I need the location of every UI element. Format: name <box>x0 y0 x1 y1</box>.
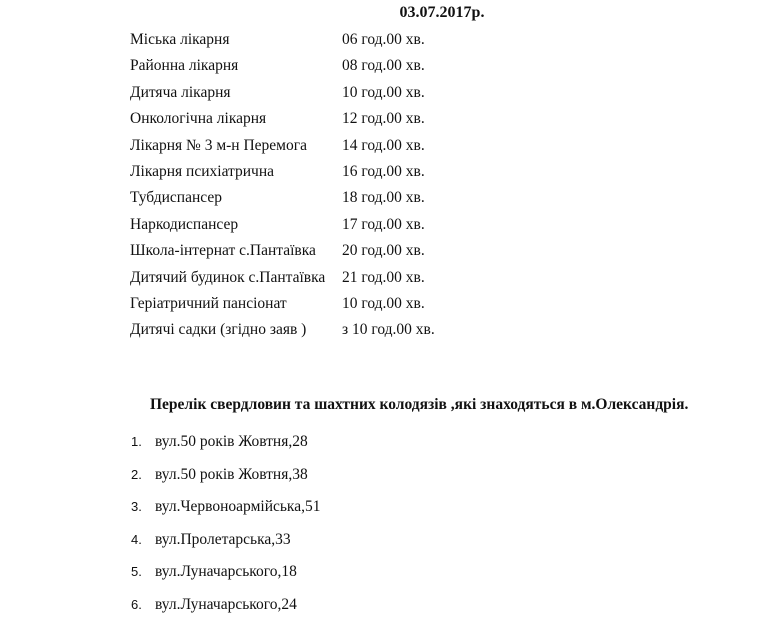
facility-name: Тубдиспансер <box>130 185 222 211</box>
list-item-number: 3. <box>131 496 155 518</box>
facility-name: Міська лікарня <box>130 27 229 53</box>
facility-name: Лікарня № 3 м-н Перемога <box>130 133 307 159</box>
facility-name: Дитяча лікарня <box>130 80 231 106</box>
list-item <box>131 529 320 562</box>
facility-time: 10 год.00 хв. <box>342 80 425 106</box>
facility-name: Дитячий будинок с.Пантаївка <box>130 265 325 291</box>
list-item <box>131 431 320 464</box>
facility-time: 20 год.00 хв. <box>342 238 425 264</box>
facility-time: 10 год.00 хв. <box>342 291 425 317</box>
list-item-number: 6. <box>131 594 155 616</box>
list-item <box>131 464 320 497</box>
facility-name: Онкологічна лікарня <box>130 106 266 132</box>
list-item-text: вул.Луначарського,18 <box>155 563 297 580</box>
facility-time: з 10 год.00 хв. <box>342 317 435 343</box>
facility-time: 21 год.00 хв. <box>342 265 425 291</box>
facility-name: Школа-інтернат с.Пантаївка <box>130 238 316 264</box>
facility-name: Геріатричний пансіонат <box>130 291 287 317</box>
list-item-number: 2. <box>131 464 155 486</box>
list-item-text: вул.Луначарського,24 <box>155 596 297 613</box>
list-item-number: 1. <box>131 431 155 453</box>
list-item <box>131 561 320 594</box>
facility-name: Наркодиспансер <box>130 212 238 238</box>
facility-time: 14 год.00 хв. <box>342 133 425 159</box>
facility-time: 06 год.00 хв. <box>342 27 425 53</box>
wells-list-heading: Перелік свердловин та шахтних колодязів ,які знаходяться в м.Олександрія. <box>150 396 688 414</box>
facility-time: 12 год.00 хв. <box>342 106 425 132</box>
list-item-number: 4. <box>131 529 155 551</box>
facility-name: Лікарня психіатрична <box>130 159 274 185</box>
facility-time: 08 год.00 хв. <box>342 53 425 79</box>
facility-time: 16 год.00 хв. <box>342 159 425 185</box>
facility-name: Дитячі садки (згідно заяв ) <box>130 317 306 343</box>
wells-list <box>131 431 320 626</box>
facility-time: 18 год.00 хв. <box>342 185 425 211</box>
list-item-number: 5. <box>131 561 155 583</box>
list-item-text: вул.50 років Жовтня,38 <box>155 466 308 483</box>
list-item-text: вул.50 років Жовтня,28 <box>155 433 308 450</box>
list-item-text: вул.Червоноармійська,51 <box>155 498 320 515</box>
document-date: 03.07.2017р. <box>50 4 784 22</box>
list-item <box>131 496 320 529</box>
list-item <box>131 594 320 626</box>
list-item-text: вул.Пролетарська,33 <box>155 531 291 548</box>
facility-time: 17 год.00 хв. <box>342 212 425 238</box>
facility-name: Районна лікарня <box>130 53 238 79</box>
